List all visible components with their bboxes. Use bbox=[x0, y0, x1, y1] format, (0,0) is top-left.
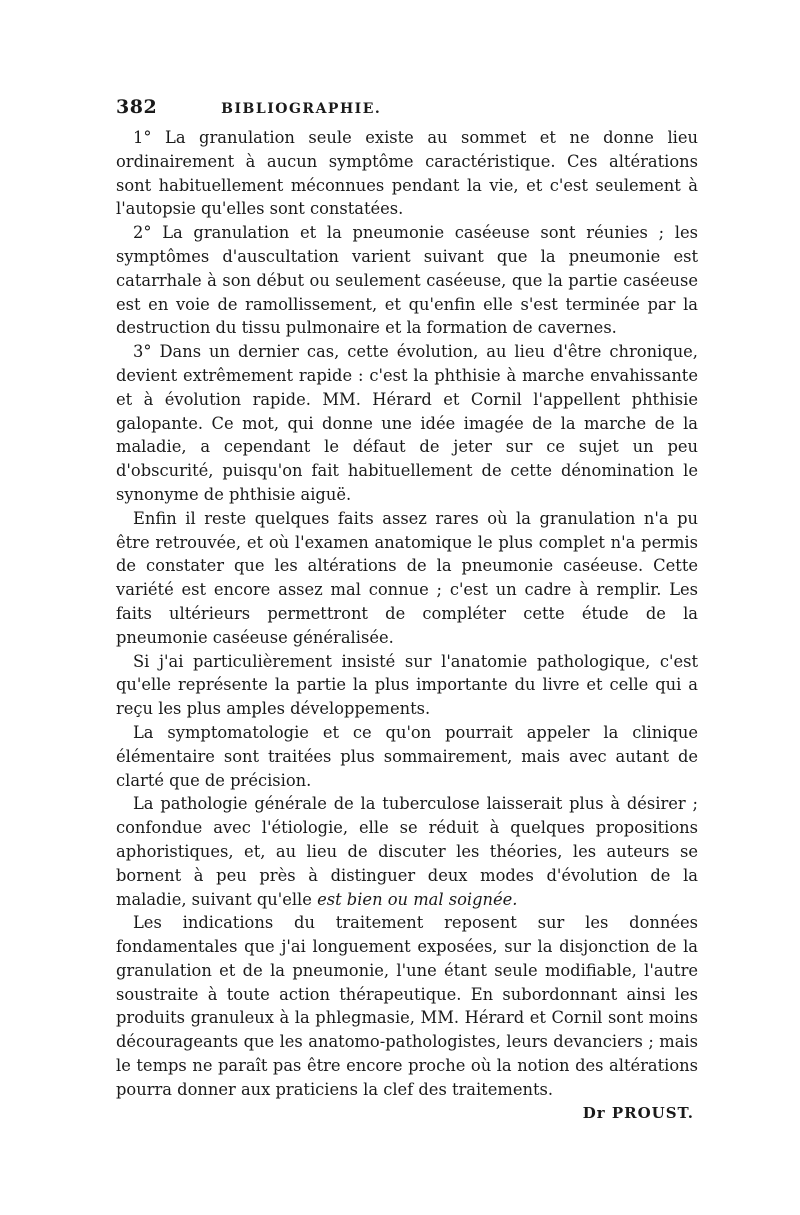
paragraph-2: 2° La granulation et la pneumonie caséeuse sont réunies ; les symptômes d'auscultation varient suivant que la pneumonie est catarrhale à son début ou seulement caséeuse, que la partie caséeuse est en voie de ramollissement, et qu'enfin elle s'est terminée par la destruction du tissu pulmonaire et la formation de cavernes. bbox=[116, 223, 698, 338]
paragraph-8: Les indications du traitement reposent sur les données fondamentales que j'ai longuement exposées, sur la disjonction de la granulation et de la pneumonie, l'une étant seule modifiable, l'autre soustraite à toute action thérapeutique. En subordonnant ainsi les produits granuleux à la phlegmasie, MM. Hérard et Cornil sont moins décourageants que les anatomo-pathologistes, leurs devanciers ; mais le temps ne paraît pas être encore proche où la notion des altérations pourra donner aux praticiens la clef des traitements. bbox=[116, 913, 698, 1099]
paragraph-5: Si j'ai particulièrement insisté sur l'anatomie pathologique, c'est qu'elle représente la partie la plus importante du livre et celle qui a reçu les plus amples développements. bbox=[116, 651, 698, 719]
body-text bbox=[116, 126, 698, 1102]
paragraph-7-italic: est bien ou mal soignée. bbox=[317, 889, 518, 909]
paragraph-6: La symptomatologie et ce qu'on pourrait appeler la clinique élémentaire sont traitées plus sommairement, mais avec autant de clarté que de précision. bbox=[116, 722, 698, 790]
book-page bbox=[116, 96, 698, 1122]
paragraph-3: 3° Dans un dernier cas, cette évolution, au lieu d'être chronique, devient extrêmement rapide : c'est la phthisie à marche envahissante et à évolution rapide. MM. Hérard et Cornil l'appellent phthisie galopante. Ce mot, qui donne une idée imagée de la marche de la maladie, a cependant le défaut de jeter sur ce sujet un peu d'obscurité, puisqu'on fait habituellement de cette dénomination le synonyme de phthisie aiguë. bbox=[116, 342, 698, 504]
page-header bbox=[116, 96, 698, 126]
page-number: 382 bbox=[116, 96, 158, 118]
paragraph-7-text: La pathologie générale de la tuberculose laisserait plus à désirer ; confondue avec l'étiologie, elle se réduit à quelques propositions aphoristiques, et, au lieu de discuter les théories, les auteurs se bornent à peu près à distinguer deux modes d'évolution de la maladie, suivant qu'elle bbox=[116, 794, 698, 909]
running-head: BIBLIOGRAPHIE. bbox=[221, 101, 382, 117]
paragraph-7 bbox=[116, 792, 698, 911]
paragraph-4: Enfin il reste quelques faits assez rares où la granulation n'a pu être retrouvée, et où l'examen anatomique le plus complet n'a permis de constater que les altérations de la pneumonie caséeuse. Cette variété est encore assez mal connue ; c'est un cadre à remplir. Les faits ultérieurs permettront de compléter cette étude de la pneumonie caséeuse généralisée. bbox=[116, 508, 698, 647]
signature: Dr PROUST. bbox=[582, 1103, 694, 1122]
paragraph-1: 1° La granulation seule existe au sommet et ne donne lieu ordinairement à aucun symptôme caractéristique. Ces altérations sont habituellement méconnues pendant la vie, et c'est seulement à l'autopsie qu'elles sont constatées. bbox=[116, 128, 698, 219]
